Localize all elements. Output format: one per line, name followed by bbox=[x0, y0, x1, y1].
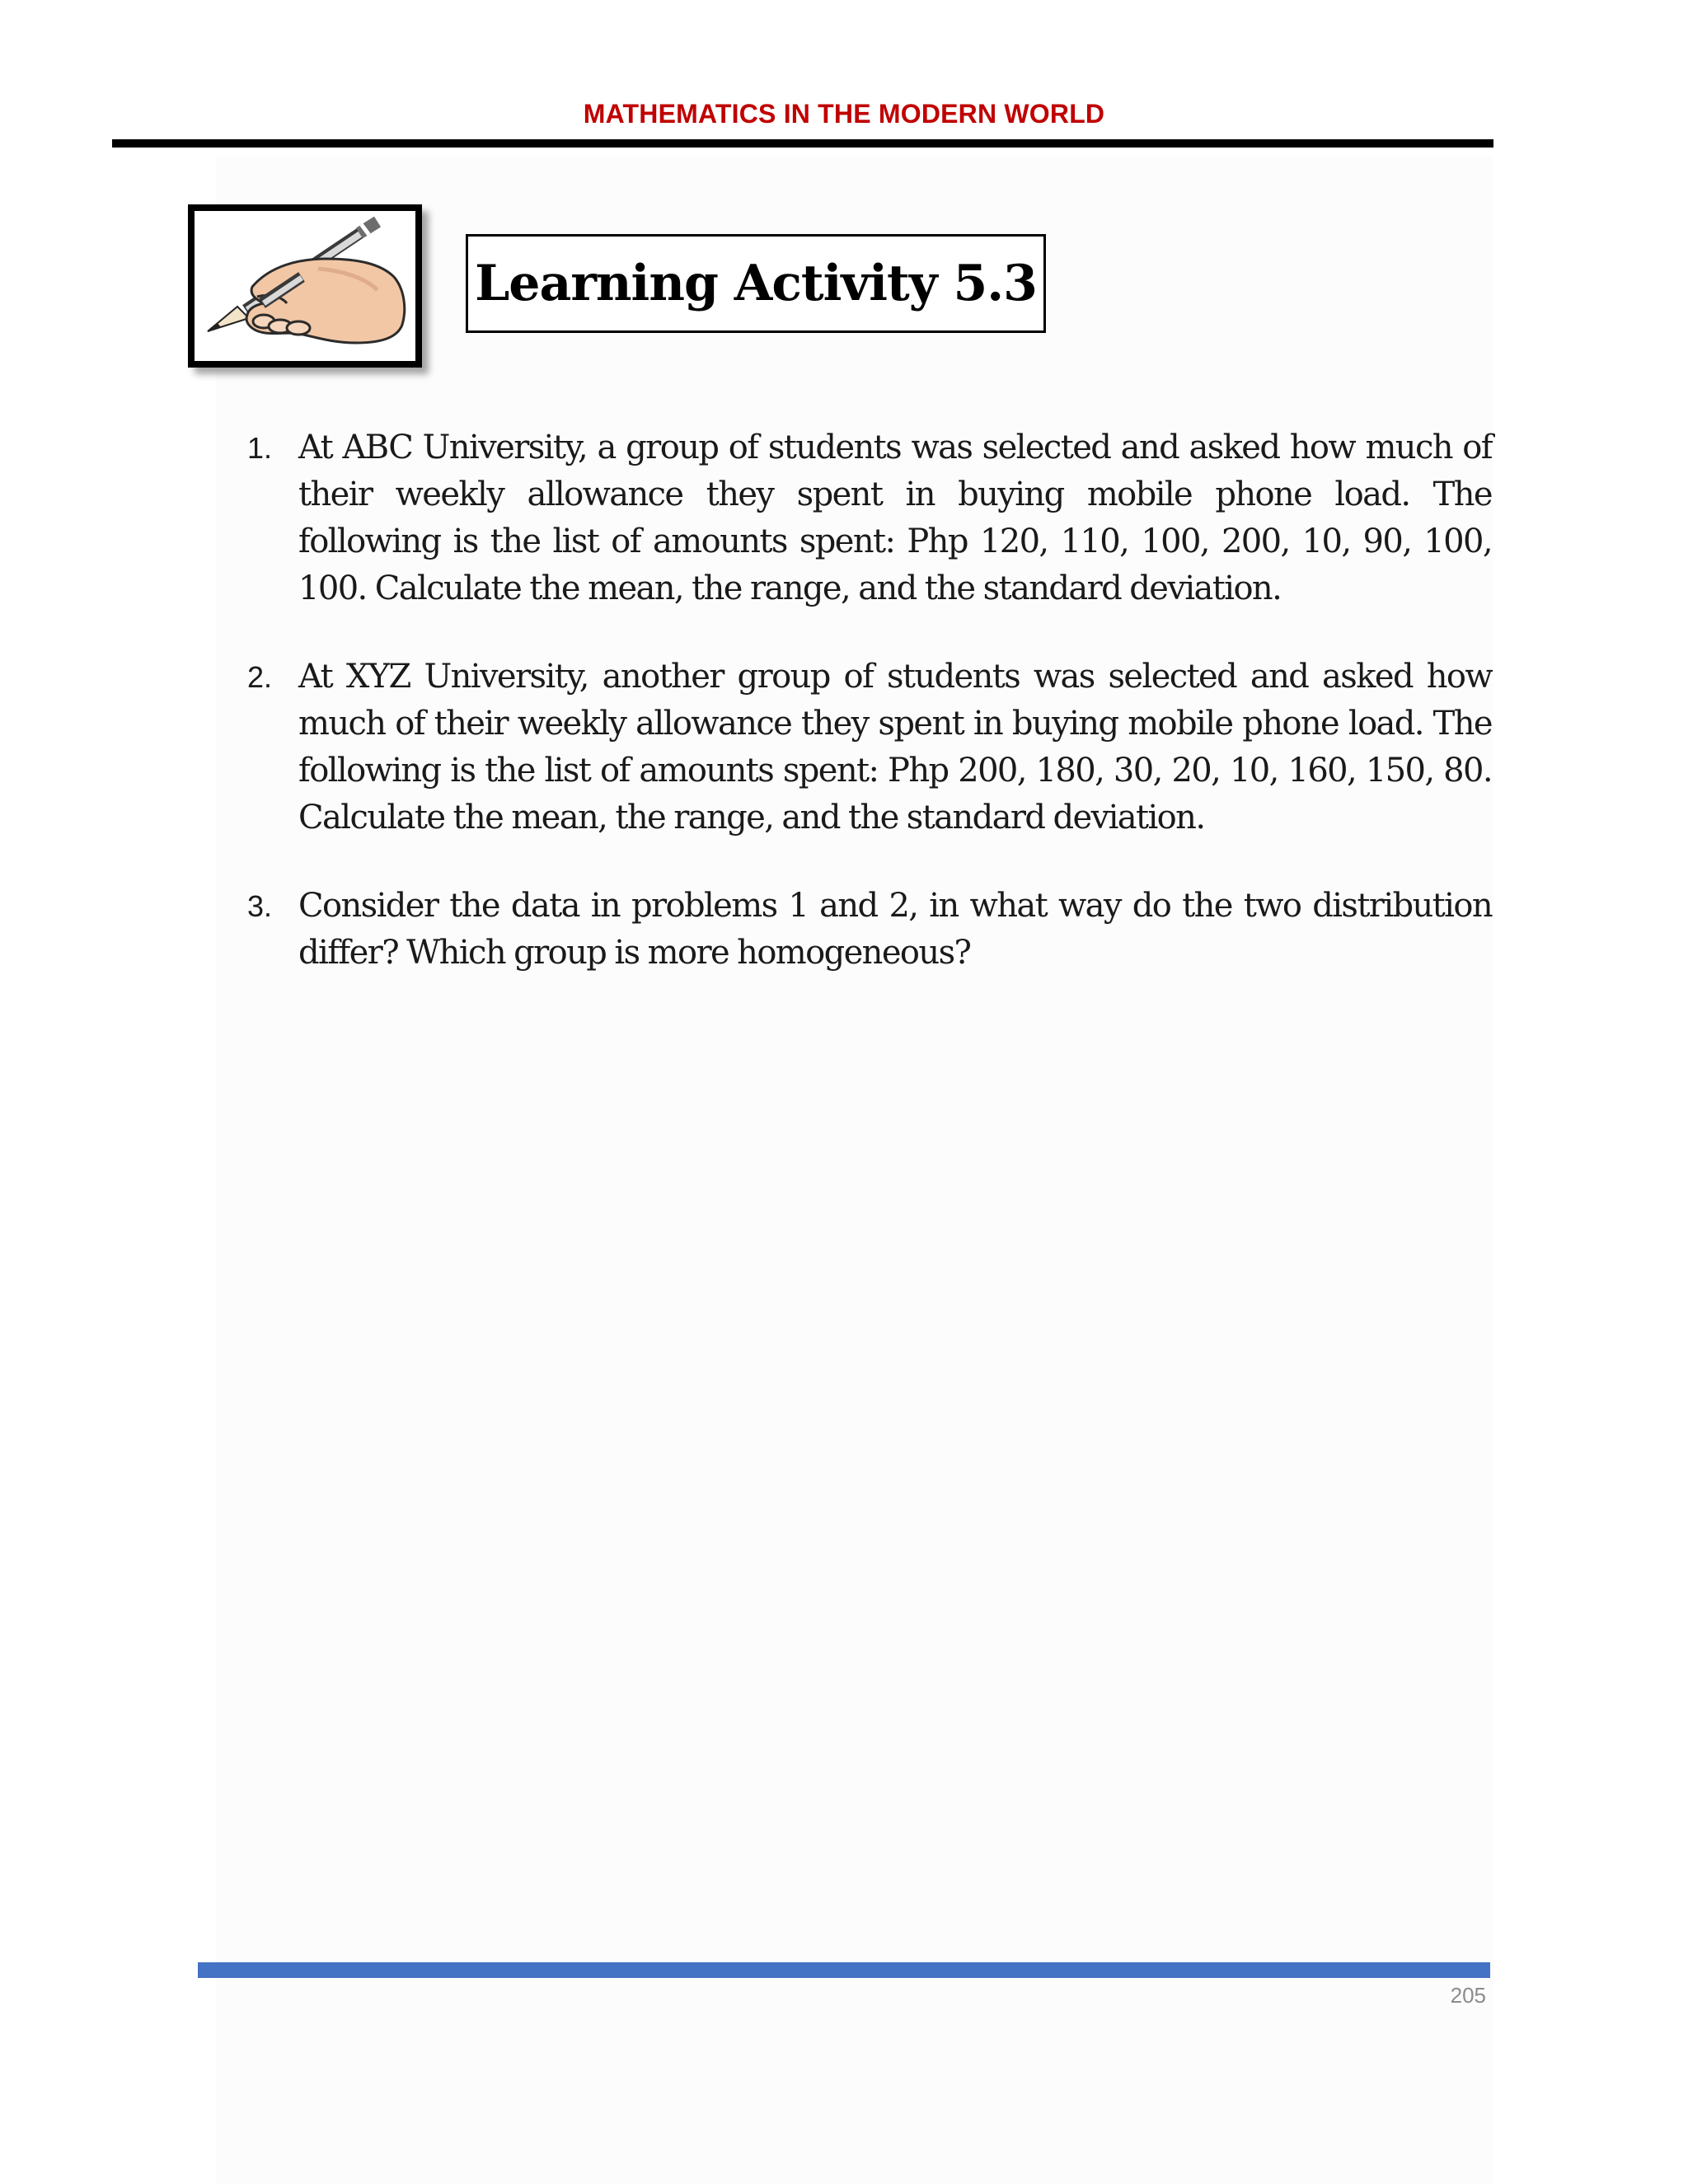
hand-writing-with-pencil-icon bbox=[188, 204, 422, 368]
running-header: MATHEMATICS IN THE MODERN WORLD bbox=[583, 99, 1105, 129]
problem-list bbox=[247, 424, 1492, 977]
activity-title: Learning Activity 5.3 bbox=[475, 255, 1037, 312]
problem-text: At ABC University, a group of students was selected and asked how much of their weekly allowance they spent in buying mobile phone load. The following is the list of amounts spent: Php 120, 110, 100, 200, 10, 90, 100, 100. Calculate the mean, the range, and the standard deviation. bbox=[298, 429, 1492, 607]
problem-number: 2. bbox=[247, 660, 273, 694]
problem-item bbox=[247, 424, 1492, 612]
problem-text: At XYZ University, another group of students was selected and asked how much of their weekly allowance they spent in buying mobile phone load. The following is the list of amounts spent: Php 200, 180, 30, 20, 10, 160, 150, 80. Calculate the mean, the range, and the standard deviation. bbox=[298, 658, 1492, 837]
page-number: 205 bbox=[1450, 1983, 1486, 2008]
header-rule bbox=[112, 139, 1493, 148]
problem-number: 1. bbox=[247, 431, 273, 465]
activity-title-box bbox=[466, 234, 1046, 333]
problem-item bbox=[247, 883, 1492, 977]
problem-number: 3. bbox=[247, 889, 273, 923]
problem-item bbox=[247, 654, 1492, 841]
problem-text: Consider the data in problems 1 and 2, in what way do the two distribution differ? Which group is more homogeneous? bbox=[298, 887, 1492, 972]
footer-bar bbox=[198, 1962, 1490, 1978]
